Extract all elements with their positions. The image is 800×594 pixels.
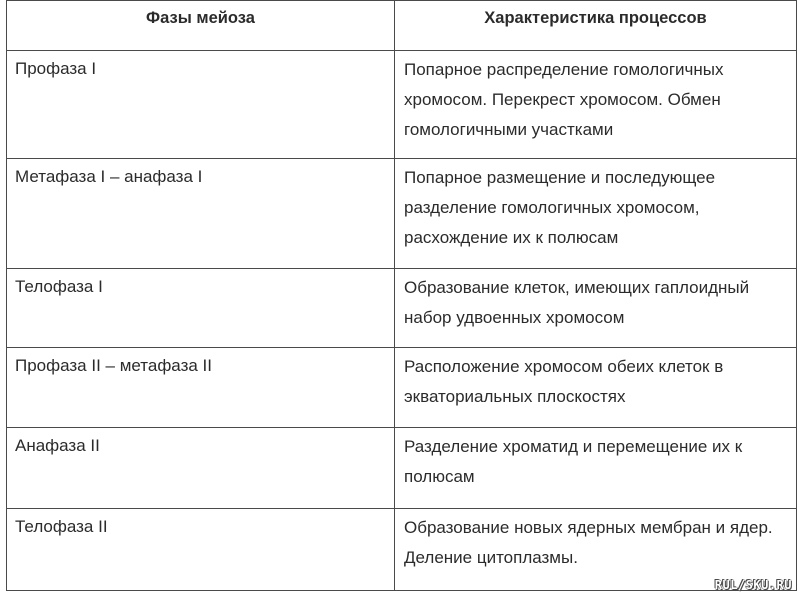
header-description: Характеристика процессов [395, 1, 797, 51]
phase-cell: Анафаза II [7, 428, 395, 509]
description-cell: Разделение хроматид и перемещение их к полюсам [395, 428, 797, 509]
table-row [7, 428, 797, 509]
description-cell: Попарное распределение гомологичных хромосом. Перекрест хромосом. Обмен гомологичными участками [395, 51, 797, 159]
phase-cell: Телофаза II [7, 509, 395, 591]
table-row [7, 51, 797, 159]
phase-cell: Профаза I [7, 51, 395, 159]
description-cell: Образование клеток, имеющих гаплоидный набор удвоенных хромосом [395, 269, 797, 348]
description-cell: Расположение хромосом обеих клеток в экваториальных плоскостях [395, 348, 797, 428]
description-cell: Образование новых ядерных мембран и ядер. Деление цитоплазмы. [395, 509, 797, 591]
meiosis-phases-table [6, 0, 797, 591]
table-row [7, 509, 797, 591]
header-phase: Фазы мейоза [7, 1, 395, 51]
site-watermark: RUL/SKU.RU [714, 578, 792, 592]
table-row [7, 269, 797, 348]
description-cell: Попарное размещение и последующее разделение гомологичных хромосом, расхождение их к полюсам [395, 159, 797, 269]
table-header-row [7, 1, 797, 51]
table-row [7, 159, 797, 269]
phase-cell: Профаза II – метафаза II [7, 348, 395, 428]
phase-cell: Телофаза I [7, 269, 395, 348]
phase-cell: Метафаза I – анафаза I [7, 159, 395, 269]
table-row [7, 348, 797, 428]
